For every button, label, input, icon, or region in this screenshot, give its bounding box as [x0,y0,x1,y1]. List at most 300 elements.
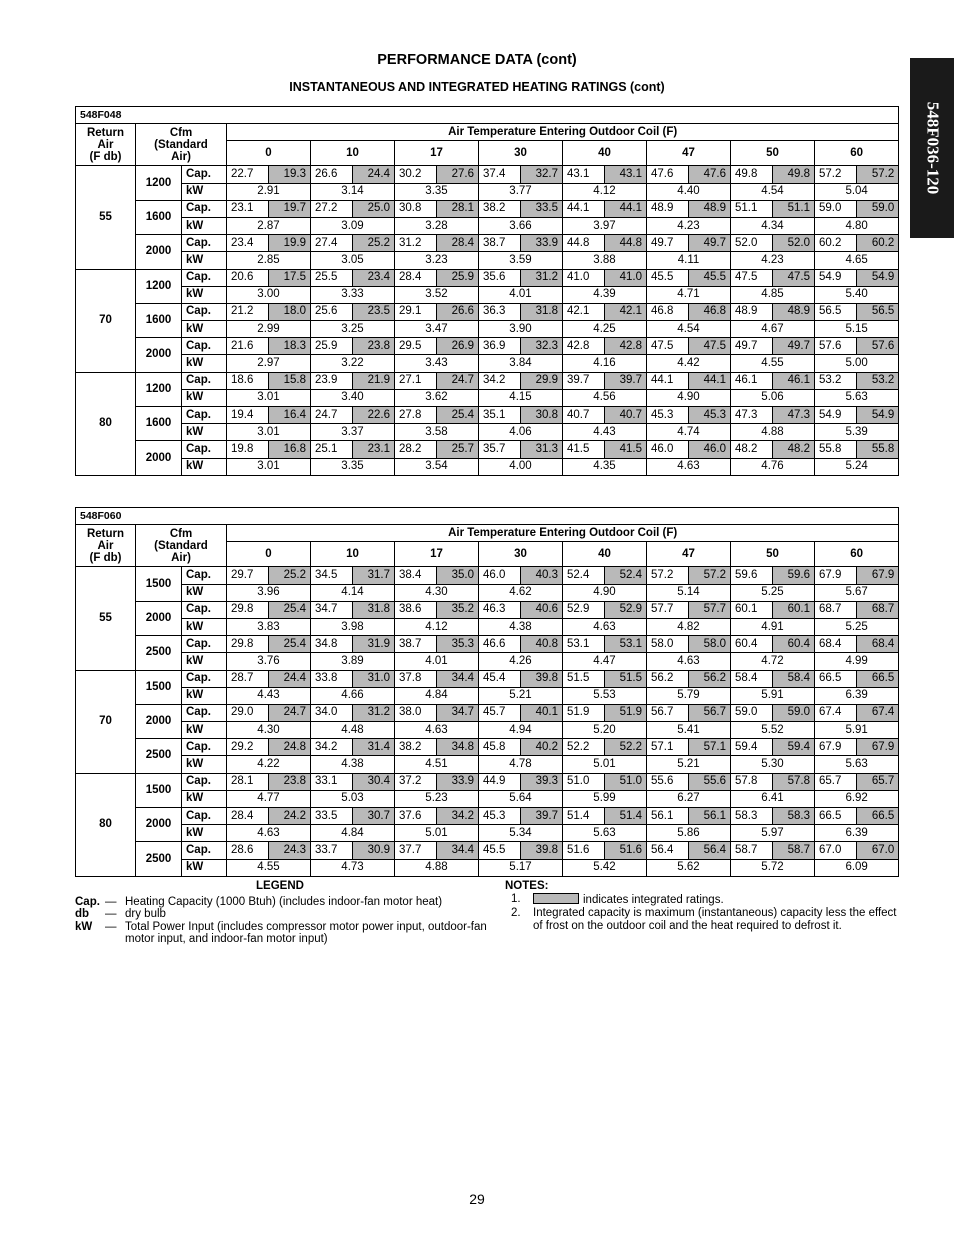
instantaneous-cap: 36.9 [479,338,521,355]
cfm-value: 2000 [136,338,182,372]
instantaneous-cap: 29.1 [395,303,437,320]
integrated-cap: 26.9 [437,338,479,355]
kw-value: 4.63 [647,653,731,670]
cap-label: Cap. [182,567,227,584]
kw-value: 4.54 [647,321,731,338]
instantaneous-cap: 23.9 [311,372,353,389]
model-label: 548F060 [76,508,899,525]
kw-value: 3.54 [395,458,479,475]
instantaneous-cap: 42.1 [563,303,605,320]
kw-label: kW [182,355,227,372]
instantaneous-cap: 28.1 [227,773,269,790]
kw-value: 6.39 [815,825,899,842]
integrated-cap: 55.8 [857,441,899,458]
kw-value: 4.12 [563,183,647,200]
instantaneous-cap: 52.9 [563,601,605,618]
integrated-cap: 39.7 [605,372,647,389]
kw-value: 3.52 [395,286,479,303]
integrated-cap: 57.7 [689,601,731,618]
kw-value: 3.43 [395,355,479,372]
kw-value: 5.91 [731,687,815,704]
instantaneous-cap: 58.4 [731,670,773,687]
integrated-cap: 28.4 [437,235,479,252]
return-air-value: 80 [76,372,136,475]
instantaneous-cap: 40.7 [563,407,605,424]
table-row [76,321,899,338]
integrated-cap: 39.7 [521,808,563,825]
kw-label: kW [182,653,227,670]
table-row [76,407,899,424]
integrated-cap: 33.5 [521,200,563,217]
kw-value: 5.64 [479,790,563,807]
instantaneous-cap: 21.2 [227,303,269,320]
integrated-cap: 23.5 [353,303,395,320]
kw-value: 4.48 [311,722,395,739]
instantaneous-cap: 29.5 [395,338,437,355]
kw-value: 5.21 [647,756,731,773]
instantaneous-cap: 38.2 [395,739,437,756]
kw-value: 5.39 [815,424,899,441]
instantaneous-cap: 28.6 [227,842,269,859]
integrated-cap: 55.6 [689,773,731,790]
kw-value: 3.58 [395,424,479,441]
table-row [76,424,899,441]
kw-value: 5.52 [731,722,815,739]
integrated-cap: 24.3 [269,842,311,859]
note-number: 2. [511,907,521,919]
integrated-cap: 49.7 [689,235,731,252]
kw-value: 4.54 [731,183,815,200]
instantaneous-cap: 38.4 [395,567,437,584]
integrated-cap: 47.3 [773,407,815,424]
instantaneous-cap: 24.7 [311,407,353,424]
integrated-cap: 56.1 [689,808,731,825]
cfm-value: 2500 [136,636,182,670]
integrated-cap: 54.9 [857,269,899,286]
instantaneous-cap: 67.4 [815,704,857,721]
note-text-body: indicates integrated ratings. [583,894,724,906]
instantaneous-cap: 29.2 [227,739,269,756]
kw-value: 3.22 [311,355,395,372]
kw-value: 4.22 [227,756,311,773]
cfm-value: 1500 [136,670,182,704]
instantaneous-cap: 48.9 [647,200,689,217]
header-row [76,124,899,141]
integrated-cap: 23.4 [353,269,395,286]
integrated-cap: 52.2 [605,739,647,756]
cfm-value: 1500 [136,773,182,807]
instantaneous-cap: 60.2 [815,235,857,252]
instantaneous-cap: 45.3 [479,808,521,825]
kw-value: 5.42 [563,859,647,876]
performance-table-548f060 [75,507,899,877]
integrated-cap: 35.3 [437,636,479,653]
kw-value: 4.85 [731,286,815,303]
instantaneous-cap: 34.2 [479,372,521,389]
table-row [76,584,899,601]
kw-label: kW [182,687,227,704]
table-row [76,372,899,389]
kw-label: kW [182,321,227,338]
integrated-cap: 30.7 [353,808,395,825]
kw-value: 5.17 [479,859,563,876]
table-row [76,601,899,618]
kw-value: 2.85 [227,252,311,269]
kw-value: 4.91 [731,618,815,635]
kw-value: 5.23 [395,790,479,807]
integrated-cap: 58.7 [773,842,815,859]
instantaneous-cap: 33.1 [311,773,353,790]
instantaneous-cap: 52.2 [563,739,605,756]
integrated-cap: 16.4 [269,407,311,424]
kw-value: 6.39 [815,687,899,704]
kw-value: 4.23 [731,252,815,269]
integrated-cap: 66.5 [857,670,899,687]
kw-value: 4.76 [731,458,815,475]
table-row [76,200,899,217]
cfm-value: 1200 [136,166,182,200]
temp-header: 17 [395,141,479,166]
kw-value: 4.78 [479,756,563,773]
kw-value: 3.88 [563,252,647,269]
kw-value: 4.88 [395,859,479,876]
kw-value: 4.01 [395,653,479,670]
kw-value: 5.15 [815,321,899,338]
kw-value: 4.55 [227,859,311,876]
side-tab [910,58,954,238]
model-row [76,508,899,525]
table-row [76,790,899,807]
instantaneous-cap: 23.1 [227,200,269,217]
kw-value: 4.43 [227,687,311,704]
kw-value: 3.90 [479,321,563,338]
kw-value: 4.16 [563,355,647,372]
kw-label: kW [182,756,227,773]
table-row [76,704,899,721]
instantaneous-cap: 59.0 [815,200,857,217]
kw-value: 3.84 [479,355,563,372]
cap-label: Cap. [182,269,227,286]
kw-value: 4.56 [563,389,647,406]
integrated-cap: 49.8 [773,166,815,183]
integrated-cap: 40.2 [521,739,563,756]
cap-label: Cap. [182,235,227,252]
kw-value: 5.53 [563,687,647,704]
kw-value: 5.63 [815,389,899,406]
cap-label: Cap. [182,601,227,618]
kw-value: 4.63 [227,825,311,842]
kw-value: 5.97 [731,825,815,842]
table-row [76,166,899,183]
integrated-cap: 17.5 [269,269,311,286]
instantaneous-cap: 67.9 [815,567,857,584]
instantaneous-cap: 19.4 [227,407,269,424]
cap-label: Cap. [182,166,227,183]
kw-value: 4.43 [563,424,647,441]
instantaneous-cap: 45.3 [647,407,689,424]
cfm-header: Cfm (Standard Air) [136,525,227,567]
integrated-cap: 39.3 [521,773,563,790]
integrated-cap: 65.7 [857,773,899,790]
instantaneous-cap: 27.4 [311,235,353,252]
integrated-cap: 31.8 [353,601,395,618]
table-row [76,842,899,859]
integrated-cap: 31.7 [353,567,395,584]
instantaneous-cap: 46.3 [479,601,521,618]
return-air-header: Return Air (F db) [76,525,136,567]
side-tab-label: 548F036-120 [923,101,943,195]
cfm-value: 2000 [136,808,182,842]
kw-value: 4.39 [563,286,647,303]
temp-header: 30 [479,141,563,166]
integrated-cap: 27.6 [437,166,479,183]
integrated-cap: 52.0 [773,235,815,252]
integrated-cap: 31.2 [521,269,563,286]
instantaneous-cap: 56.7 [647,704,689,721]
kw-value: 3.09 [311,217,395,234]
return-air-value: 70 [76,670,136,773]
instantaneous-cap: 41.0 [563,269,605,286]
kw-value: 5.99 [563,790,647,807]
integrated-cap: 57.2 [857,166,899,183]
integrated-cap: 53.1 [605,636,647,653]
integrated-cap: 24.4 [269,670,311,687]
kw-value: 5.62 [647,859,731,876]
integrated-cap: 25.2 [269,567,311,584]
integrated-cap: 31.2 [353,704,395,721]
integrated-cap: 40.7 [605,407,647,424]
kw-value: 3.96 [227,584,311,601]
instantaneous-cap: 34.5 [311,567,353,584]
instantaneous-cap: 56.2 [647,670,689,687]
instantaneous-cap: 58.0 [647,636,689,653]
integrated-cap: 51.5 [605,670,647,687]
integrated-cap: 58.4 [773,670,815,687]
instantaneous-cap: 29.8 [227,601,269,618]
instantaneous-cap: 57.2 [647,567,689,584]
instantaneous-cap: 28.4 [227,808,269,825]
cfm-value: 2500 [136,739,182,773]
integrated-cap: 44.1 [605,200,647,217]
integrated-cap: 41.5 [605,441,647,458]
kw-value: 4.94 [479,722,563,739]
instantaneous-cap: 49.7 [731,338,773,355]
cap-label: Cap. [182,808,227,825]
integrated-cap: 25.7 [437,441,479,458]
instantaneous-cap: 56.1 [647,808,689,825]
instantaneous-cap: 38.0 [395,704,437,721]
kw-value: 5.21 [479,687,563,704]
kw-label: kW [182,389,227,406]
instantaneous-cap: 33.5 [311,808,353,825]
kw-value: 4.30 [227,722,311,739]
instantaneous-cap: 53.2 [815,372,857,389]
cap-label: Cap. [182,303,227,320]
instantaneous-cap: 35.1 [479,407,521,424]
integrated-cap: 32.3 [521,338,563,355]
instantaneous-cap: 38.6 [395,601,437,618]
instantaneous-cap: 31.2 [395,235,437,252]
integrated-cap: 23.8 [269,773,311,790]
kw-value: 5.86 [647,825,731,842]
instantaneous-cap: 46.0 [647,441,689,458]
kw-value: 4.25 [563,321,647,338]
instantaneous-cap: 45.7 [479,704,521,721]
kw-value: 4.30 [395,584,479,601]
integrated-cap: 52.9 [605,601,647,618]
cfm-value: 1600 [136,303,182,337]
instantaneous-cap: 60.4 [731,636,773,653]
instantaneous-cap: 48.9 [731,303,773,320]
table-row [76,217,899,234]
kw-value: 3.89 [311,653,395,670]
legend-item [75,908,495,921]
cfm-header: Cfm (Standard Air) [136,124,227,166]
instantaneous-cap: 51.1 [731,200,773,217]
legend-definition: Total Power Input (includes compressor motor power input, outdoor-fan motor input, and indoor-fan motor input) [125,920,487,945]
kw-value: 3.00 [227,286,311,303]
kw-value: 3.83 [227,618,311,635]
instantaneous-cap: 18.6 [227,372,269,389]
temp-header: 50 [731,542,815,567]
instantaneous-cap: 57.6 [815,338,857,355]
instantaneous-cap: 38.2 [479,200,521,217]
instantaneous-cap: 28.7 [227,670,269,687]
integrated-cap: 54.9 [857,407,899,424]
table-row [76,618,899,635]
integrated-cap: 25.2 [353,235,395,252]
table-row [76,722,899,739]
table-row [76,183,899,200]
kw-value: 5.04 [815,183,899,200]
temp-header: 50 [731,141,815,166]
instantaneous-cap: 51.4 [563,808,605,825]
legend-item [75,921,495,946]
cap-label: Cap. [182,407,227,424]
integrated-cap: 68.7 [857,601,899,618]
integrated-cap: 47.6 [689,166,731,183]
integrated-cap: 46.0 [689,441,731,458]
legend-definition: dry bulb [125,908,166,920]
instantaneous-cap: 30.8 [395,200,437,217]
legend-item [75,896,495,909]
cap-label: Cap. [182,670,227,687]
integrated-cap: 34.2 [437,808,479,825]
integrated-cap: 34.8 [437,739,479,756]
integrated-cap: 25.4 [269,601,311,618]
cap-label: Cap. [182,441,227,458]
table-row [76,739,899,756]
integrated-cap: 49.7 [773,338,815,355]
integrated-cap: 31.0 [353,670,395,687]
table-row [76,670,899,687]
instantaneous-cap: 34.7 [311,601,353,618]
integrated-cap: 60.1 [773,601,815,618]
instantaneous-cap: 57.1 [647,739,689,756]
instantaneous-cap: 66.5 [815,808,857,825]
integrated-cap: 40.8 [521,636,563,653]
kw-value: 4.84 [311,825,395,842]
return-air-header: Return Air (F db) [76,124,136,166]
integrated-cap: 18.0 [269,303,311,320]
kw-value: 5.25 [815,618,899,635]
kw-value: 4.88 [731,424,815,441]
kw-value: 5.03 [311,790,395,807]
kw-value: 4.23 [647,217,731,234]
kw-label: kW [182,183,227,200]
return-air-value: 55 [76,166,136,269]
integrated-cap: 18.3 [269,338,311,355]
instantaneous-cap: 49.8 [731,166,773,183]
performance-table-548f048 [75,106,899,476]
integrated-cap: 25.4 [437,407,479,424]
instantaneous-cap: 36.3 [479,303,521,320]
instantaneous-cap: 25.1 [311,441,353,458]
instantaneous-cap: 68.4 [815,636,857,653]
integrated-cap: 51.9 [605,704,647,721]
table-row [76,636,899,653]
instantaneous-cap: 49.7 [647,235,689,252]
table-row [76,338,899,355]
cap-label: Cap. [182,338,227,355]
model-row [76,107,899,124]
cap-label: Cap. [182,704,227,721]
kw-value: 3.14 [311,183,395,200]
cfm-value: 2000 [136,235,182,269]
integrated-cap: 48.9 [773,303,815,320]
instantaneous-cap: 67.0 [815,842,857,859]
instantaneous-cap: 54.9 [815,269,857,286]
kw-value: 6.27 [647,790,731,807]
integrated-cap: 40.6 [521,601,563,618]
integrated-cap: 23.8 [353,338,395,355]
kw-value: 4.73 [311,859,395,876]
instantaneous-cap: 34.8 [311,636,353,653]
kw-value: 3.25 [311,321,395,338]
instantaneous-cap: 46.8 [647,303,689,320]
instantaneous-cap: 29.7 [227,567,269,584]
kw-value: 2.99 [227,321,311,338]
kw-value: 4.80 [815,217,899,234]
kw-value: 4.51 [395,756,479,773]
integrated-cap: 30.4 [353,773,395,790]
temp-header: 60 [815,141,899,166]
integrated-cap: 42.1 [605,303,647,320]
instantaneous-cap: 27.2 [311,200,353,217]
kw-value: 5.40 [815,286,899,303]
table-row [76,458,899,475]
instantaneous-cap: 25.9 [311,338,353,355]
instantaneous-cap: 60.1 [731,601,773,618]
cfm-value: 1500 [136,567,182,601]
page-subtitle: INSTANTANEOUS AND INTEGRATED HEATING RATINGS (cont) [289,80,665,94]
integrated-cap: 23.1 [353,441,395,458]
kw-value: 3.62 [395,389,479,406]
integrated-cap: 59.0 [773,704,815,721]
instantaneous-cap: 46.6 [479,636,521,653]
return-air-value: 55 [76,567,136,670]
note-number: 1. [511,893,521,905]
kw-value: 4.71 [647,286,731,303]
kw-value: 4.26 [479,653,563,670]
integrated-cap: 24.7 [437,372,479,389]
integrated-cap: 29.9 [521,372,563,389]
table-row [76,808,899,825]
integrated-cap: 60.4 [773,636,815,653]
instantaneous-cap: 53.1 [563,636,605,653]
kw-value: 4.34 [731,217,815,234]
instantaneous-cap: 51.5 [563,670,605,687]
